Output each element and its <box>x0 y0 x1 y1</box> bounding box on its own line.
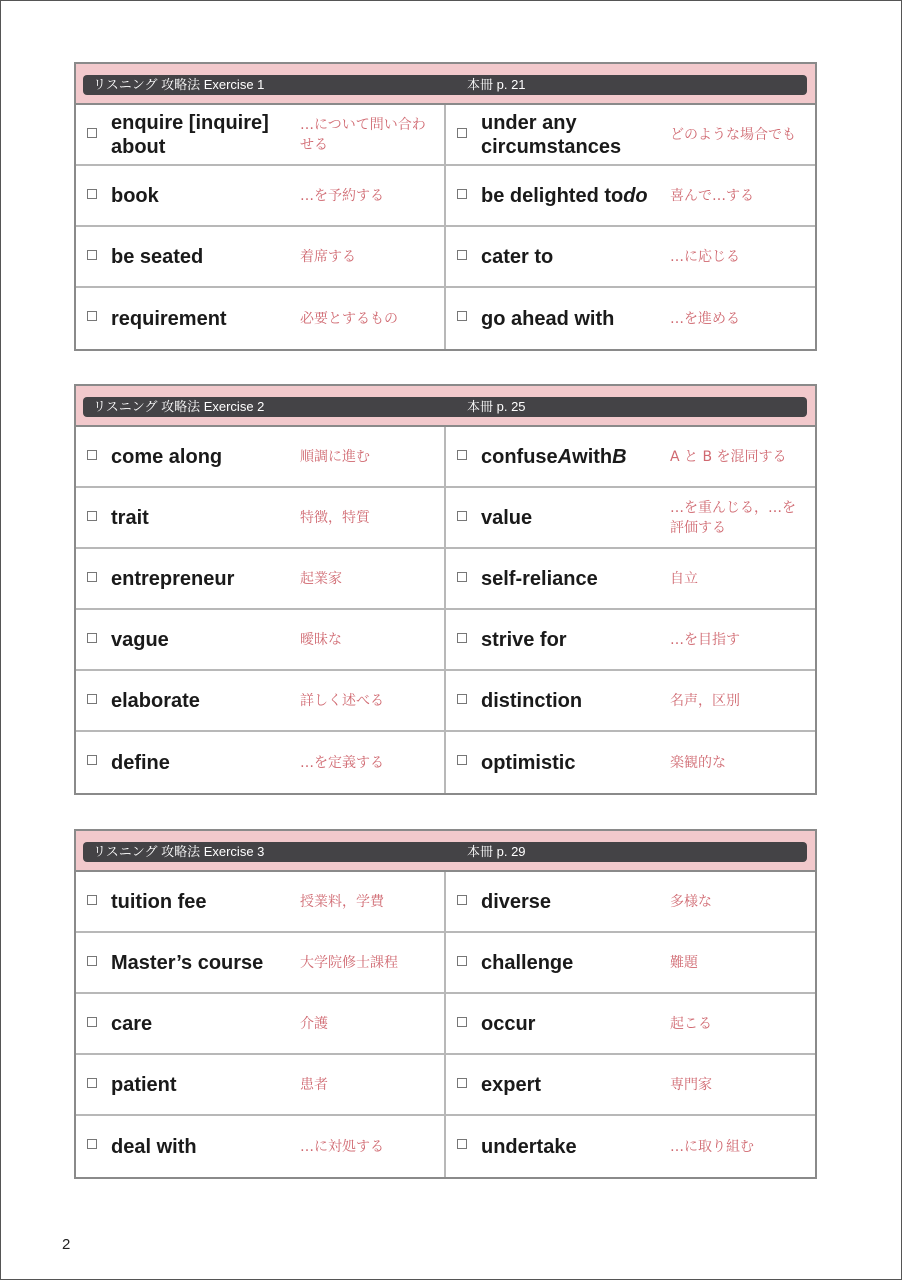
vocab-section-exercise-2 <box>74 384 817 795</box>
vocab-meaning: …を重んじる，…を評価する <box>670 499 796 536</box>
vocab-meaning: 難題 <box>670 954 698 971</box>
vocab-term: entrepreneur <box>111 567 235 590</box>
vocab-term: trait <box>111 506 149 529</box>
vocab-cell <box>446 105 815 166</box>
vocab-term: optimistic <box>481 751 576 774</box>
vocab-cell <box>76 288 446 349</box>
vocab-meaning: 多様な <box>670 893 712 910</box>
vocab-meaning: 起こる <box>670 1015 712 1032</box>
vocab-cell <box>446 872 815 933</box>
checkbox[interactable] <box>457 511 467 521</box>
vocab-cell <box>446 166 815 227</box>
checkbox[interactable] <box>457 633 467 643</box>
checkbox[interactable] <box>457 1078 467 1088</box>
vocab-term: care <box>111 1012 153 1035</box>
vocab-cell <box>76 994 446 1055</box>
vocab-cell <box>446 1116 815 1177</box>
vocab-term: distinction <box>481 689 583 712</box>
vocab-grid <box>76 872 815 1177</box>
vocab-grid <box>76 427 815 793</box>
vocab-meaning: 名声，区別 <box>670 692 740 709</box>
vocab-meaning: 喜んで…する <box>670 187 754 204</box>
checkbox[interactable] <box>87 755 97 765</box>
vocab-meaning: 授業料，学費 <box>300 893 384 910</box>
checkbox[interactable] <box>87 633 97 643</box>
vocab-term: book <box>111 184 159 207</box>
vocab-cell <box>76 488 446 549</box>
page-reference: 本冊 p. 25 <box>467 399 526 414</box>
vocab-term: cater to <box>481 245 554 268</box>
vocab-cell <box>76 427 446 488</box>
vocab-meaning: 特徴，特質 <box>300 509 370 526</box>
vocab-term: be seated <box>111 245 204 268</box>
vocab-cell <box>76 105 446 166</box>
checkbox[interactable] <box>87 311 97 321</box>
checkbox[interactable] <box>87 694 97 704</box>
vocab-cell <box>446 488 815 549</box>
header-bar <box>83 842 807 862</box>
vocab-cell <box>446 1055 815 1116</box>
vocab-cell <box>446 610 815 671</box>
section-header <box>76 831 815 872</box>
vocab-grid <box>76 105 815 349</box>
vocab-term: diverse <box>481 890 552 913</box>
vocab-term: deal with <box>111 1135 197 1158</box>
vocab-meaning: 患者 <box>300 1076 328 1093</box>
vocab-meaning: 起業家 <box>300 570 342 587</box>
vocab-cell <box>76 732 446 793</box>
vocab-term: occur <box>481 1012 536 1035</box>
vocab-meaning: …に取り組む <box>670 1138 754 1155</box>
vocab-term: come along <box>111 445 223 468</box>
page-reference: 本冊 p. 21 <box>467 77 526 92</box>
vocab-cell <box>446 671 815 732</box>
vocab-meaning: 大学院修士課程 <box>300 954 398 971</box>
page-number: 2 <box>62 1236 71 1253</box>
vocab-cell <box>76 549 446 610</box>
vocab-term: expert <box>481 1073 542 1096</box>
vocab-meaning: …を進める <box>670 310 740 327</box>
vocab-meaning: …を予約する <box>300 187 384 204</box>
vocab-cell <box>446 227 815 288</box>
vocab-term: challenge <box>481 951 574 974</box>
checkbox[interactable] <box>457 250 467 260</box>
checkbox[interactable] <box>457 128 467 138</box>
vocab-term: tuition fee <box>111 890 207 913</box>
checkbox[interactable] <box>457 755 467 765</box>
vocab-section-exercise-3 <box>74 829 817 1179</box>
vocab-cell <box>76 227 446 288</box>
vocab-cell <box>446 732 815 793</box>
section-title: リスニング 攻略法 Exercise 2 <box>93 399 265 414</box>
vocab-cell <box>76 610 446 671</box>
vocab-meaning: 必要とするもの <box>300 310 398 327</box>
vocab-meaning: 介護 <box>300 1015 328 1032</box>
checkbox[interactable] <box>457 311 467 321</box>
vocab-meaning: 自立 <box>670 570 698 587</box>
vocab-cell <box>446 994 815 1055</box>
checkbox[interactable] <box>87 511 97 521</box>
vocab-meaning: 着席する <box>300 248 356 265</box>
vocab-cell <box>446 549 815 610</box>
checkbox[interactable] <box>457 189 467 199</box>
vocab-term: Master’s course <box>111 951 264 974</box>
vocab-cell <box>76 671 446 732</box>
vocab-term: define <box>111 751 170 774</box>
vocab-cell <box>446 427 815 488</box>
checkbox[interactable] <box>87 250 97 260</box>
vocab-term: value <box>481 506 533 529</box>
section-title: リスニング 攻略法 Exercise 3 <box>93 844 265 859</box>
vocab-cell <box>76 933 446 994</box>
checkbox[interactable] <box>457 956 467 966</box>
vocab-meaning: 楽観的な <box>670 754 726 771</box>
vocab-term: vague <box>111 628 169 651</box>
vocab-meaning: …を目指す <box>670 631 740 648</box>
vocab-meaning: 順調に進む <box>300 448 370 465</box>
checkbox[interactable] <box>87 1139 97 1149</box>
checkbox[interactable] <box>87 1078 97 1088</box>
vocab-term: under any circumstances <box>481 111 622 158</box>
vocab-term: go ahead with <box>481 307 615 330</box>
vocab-meaning: 詳しく述べる <box>300 692 384 709</box>
vocab-term: patient <box>111 1073 177 1096</box>
vocab-meaning: どのような場合でも <box>670 126 796 143</box>
vocab-term: requirement <box>111 307 227 330</box>
vocab-meaning: 曖昧な <box>300 631 342 648</box>
vocab-term: enquire [inquire] about <box>111 111 269 158</box>
vocab-cell <box>446 933 815 994</box>
checkbox[interactable] <box>87 895 97 905</box>
vocab-meaning: …について問い合わせる <box>300 116 426 153</box>
checkbox[interactable] <box>87 1017 97 1027</box>
page-reference: 本冊 p. 29 <box>467 844 526 859</box>
vocab-term: self-reliance <box>481 567 598 590</box>
header-bar <box>83 397 807 417</box>
vocab-cell <box>446 288 815 349</box>
checkbox[interactable] <box>457 694 467 704</box>
vocab-term: be delighted to do <box>481 184 648 207</box>
checkbox[interactable] <box>457 1139 467 1149</box>
checkbox[interactable] <box>457 895 467 905</box>
checkbox[interactable] <box>87 450 97 460</box>
vocab-cell <box>76 1116 446 1177</box>
vocab-meaning: A と B を混同する <box>670 448 787 465</box>
checkbox[interactable] <box>87 189 97 199</box>
section-header <box>76 64 815 105</box>
checkbox[interactable] <box>457 1017 467 1027</box>
vocab-cell <box>76 872 446 933</box>
vocab-section-exercise-1 <box>74 62 817 351</box>
section-title: リスニング 攻略法 Exercise 1 <box>93 77 265 92</box>
checkbox[interactable] <box>87 956 97 966</box>
checkbox[interactable] <box>457 450 467 460</box>
vocab-meaning: …を定義する <box>300 754 384 771</box>
checkbox[interactable] <box>457 572 467 582</box>
vocab-cell <box>76 166 446 227</box>
vocab-term: confuse A with B <box>481 445 627 468</box>
vocab-meaning: …に応じる <box>670 248 740 265</box>
vocab-meaning: …に対処する <box>300 1138 384 1155</box>
vocab-term: strive for <box>481 628 567 651</box>
section-header <box>76 386 815 427</box>
vocab-term: undertake <box>481 1135 577 1158</box>
vocab-meaning: 専門家 <box>670 1076 712 1093</box>
header-bar <box>83 75 807 95</box>
vocab-cell <box>76 1055 446 1116</box>
checkbox[interactable] <box>87 128 97 138</box>
checkbox[interactable] <box>87 572 97 582</box>
vocab-term: elaborate <box>111 689 200 712</box>
